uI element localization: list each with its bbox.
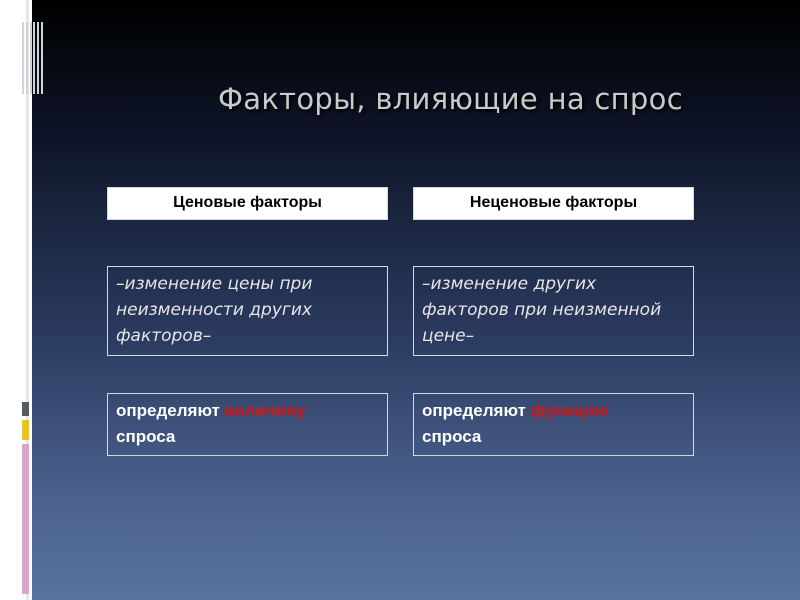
determines-label: определяют	[116, 401, 225, 420]
price-factors-description: –изменение цены при неизменности других факторов–	[107, 266, 388, 356]
demand-label: спроса	[116, 427, 176, 446]
deco-tick-yellow	[22, 420, 29, 440]
deco-tick-pink	[22, 444, 29, 594]
price-factors-header: Ценовые факторы	[107, 187, 388, 220]
nonprice-factors-header: Неценовые факторы	[413, 187, 694, 220]
deco-tick-dark-1	[22, 402, 29, 416]
corner-lines-decoration	[20, 22, 32, 102]
corner-lines-decoration-right	[32, 22, 46, 102]
highlight-function: функцию	[530, 401, 609, 420]
slide	[32, 0, 800, 600]
demand-label: спроса	[422, 427, 482, 446]
price-factors-determines	[107, 393, 388, 456]
highlight-magnitude: величину	[224, 401, 306, 420]
nonprice-factors-description: –изменение других факторов при неизменной цене–	[413, 266, 694, 356]
determines-label: определяют	[422, 401, 531, 420]
slide-title: Факторы, влияющие на спрос	[218, 82, 683, 116]
nonprice-factors-determines	[413, 393, 694, 456]
